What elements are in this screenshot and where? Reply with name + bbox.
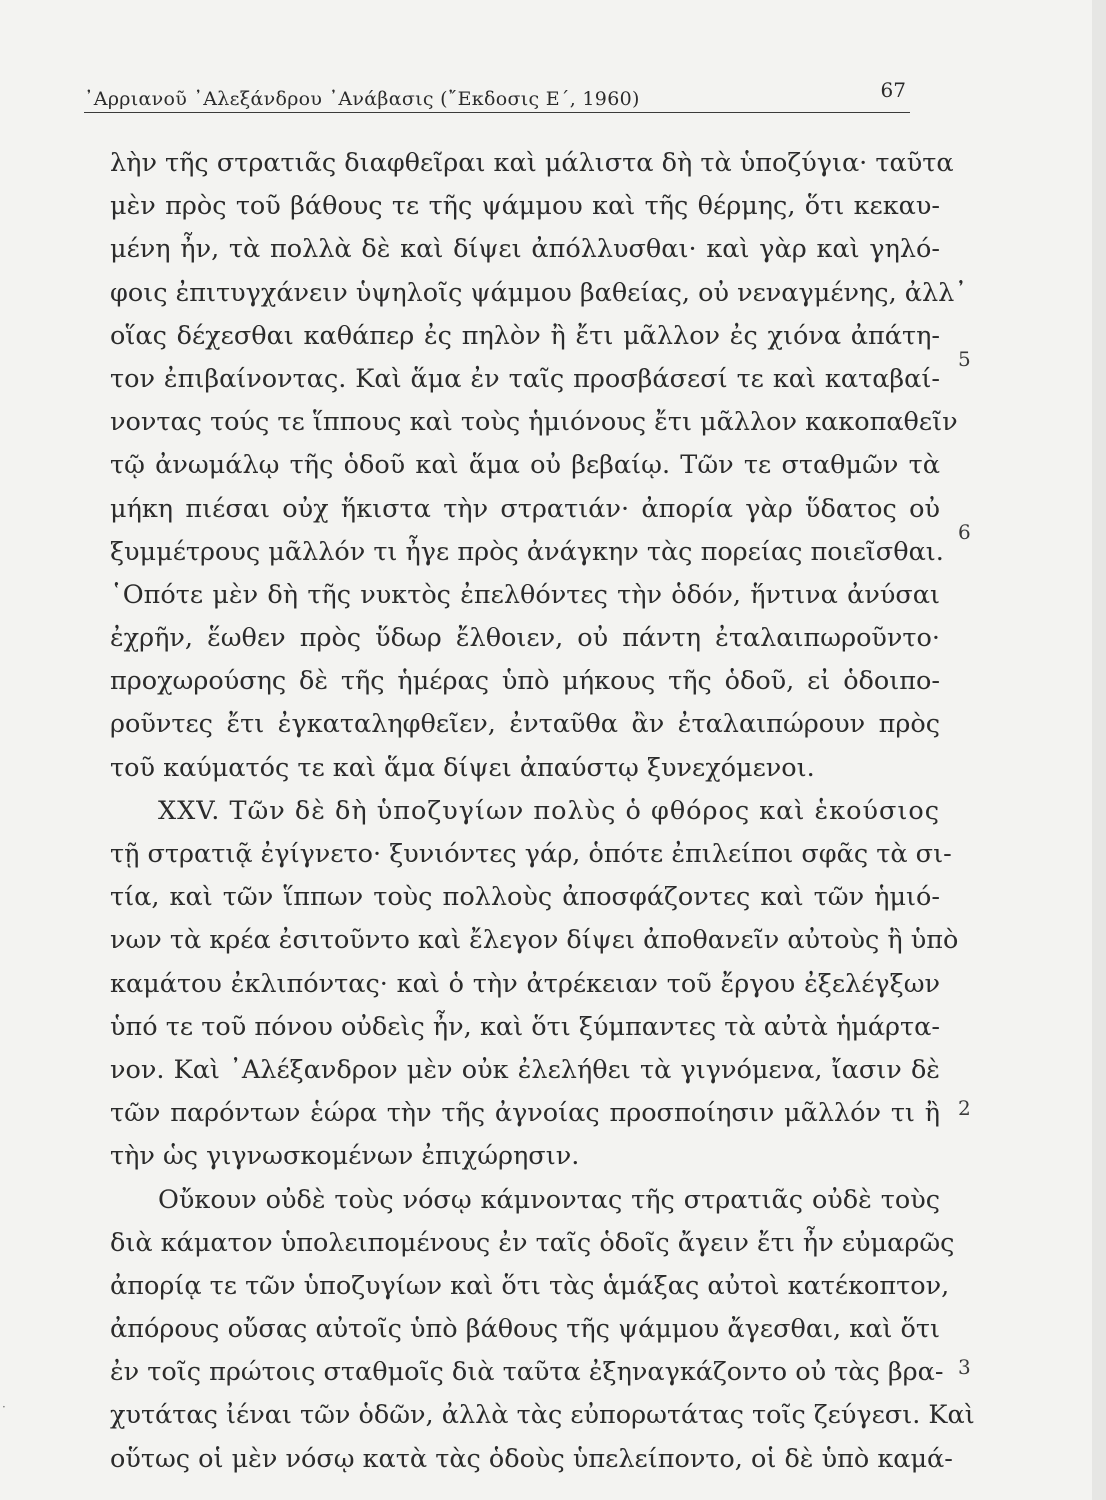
- text-line: ροῦντες ἔτι ἐγκαταληφθεῖεν, ἐνταῦθα ἂν ἐταλαιπώρουν πρὸς: [110, 709, 940, 740]
- text-line: νον. Καὶ ᾿Αλέξανδρον μὲν οὐκ ἐλελήθει τὰ γιγνόμενα, ἴασιν δὲ: [110, 1054, 940, 1085]
- text-line: τῷ ἀνωμάλῳ τῆς ὁδοῦ καὶ ἅμα οὐ βεβαίῳ. Τῶν τε σταθμῶν τὰ: [110, 450, 940, 481]
- text-line: οὕτως οἱ μὲν νόσῳ κατὰ τὰς ὁδοὺς ὑπελείποντο, οἱ δὲ ὑπὸ καμά-: [110, 1443, 953, 1474]
- margin-section-number: 3: [958, 1355, 971, 1379]
- margin-section-number: 5: [958, 347, 971, 371]
- scan-speck: ·: [2, 1400, 6, 1414]
- text-line: τοῦ καύματός τε καὶ ἅμα δίψει ἀπαύστῳ ξυνεχόμενοι.: [110, 752, 815, 783]
- text-line: διὰ κάματον ὑπολειπομένους ἐν ταῖς ὁδοῖς ἄγειν ἔτι ἦν εὐμαρῶς: [110, 1227, 955, 1258]
- margin-section-number: 2: [958, 1096, 971, 1120]
- page-number: 67: [880, 78, 906, 102]
- text-line: νων τὰ κρέα ἐσιτοῦντο καὶ ἔλεγον δίψει ἀποθανεῖν αὐτοὺς ἢ ὑπὸ: [110, 925, 959, 956]
- running-head: [84, 78, 910, 113]
- body-text: [110, 142, 975, 1481]
- text-line: καμάτου ἐκλιπόντας· καὶ ὁ τὴν ἀτρέκειαν τοῦ ἔργου ἐξελέγξων: [110, 968, 940, 999]
- paragraph-start-line: Οὔκουν οὐδὲ τοὺς νόσῳ κάμνοντας τῆς στρατιᾶς οὐδὲ τοὺς: [158, 1184, 940, 1215]
- chapter-heading-line: XXV. Τῶν δὲ δὴ ὑποζυγίων πολὺς ὁ φθόρος καὶ ἑκούσιος: [158, 795, 941, 826]
- page-edge-shadow: [1092, 0, 1106, 1500]
- text-line: ἀπορίᾳ τε τῶν ὑποζυγίων καὶ ὅτι τὰς ἁμάξας αὐτοὶ κατέκοπτον,: [110, 1270, 950, 1301]
- text-line: προχωρούσης δὲ τῆς ἡμέρας ὑπὸ μήκους τῆς ὁδοῦ, εἰ ὁδοιπο-: [110, 666, 940, 697]
- text-line: ξυμμέτρους μᾶλλόν τι ἦγε πρὸς ἀνάγκην τὰς πορείας ποιεῖσθαι.: [110, 536, 944, 567]
- text-line: φοις ἐπιτυγχάνειν ὑψηλοῖς ψάμμου βαθείας, οὐ νεναγμένης, ἀλλ᾿: [110, 277, 968, 308]
- text-line: τὴν ὡς γιγνωσκομένων ἐπιχώρησιν.: [110, 1141, 580, 1172]
- text-line: μένη ἦν, τὰ πολλὰ δὲ καὶ δίψει ἀπόλλυσθαι· καὶ γὰρ καὶ γηλό-: [110, 234, 940, 265]
- text-line: τία, καὶ τῶν ἵππων τοὺς πολλοὺς ἀποσφάζοντες καὶ τῶν ἡμιό-: [110, 882, 940, 913]
- text-line: λὴν τῆς στρατιᾶς διαφθεῖραι καὶ μάλιστα δὴ τὰ ὑποζύγια· ταῦτα: [110, 148, 954, 178]
- text-line: ἐν τοῖς πρώτοις σταθμοῖς διὰ ταῦτα ἐξηναγκάζοντο οὐ τὰς βρα-: [110, 1357, 944, 1388]
- text-line: ὑπό τε τοῦ πόνου οὐδεὶς ἦν, καὶ ὅτι ξύμπαντες τὰ αὐτὰ ἡμάρτα-: [110, 1011, 940, 1042]
- text-line: ἐχρῆν, ἕωθεν πρὸς ὕδωρ ἔλθοιεν, οὐ πάντη ἐταλαιπωροῦντο·: [110, 623, 940, 654]
- running-title: ᾿Αρριανοῦ ᾿Αλεξάνδρου ᾿Ανάβασις (῎Εκδοσις Ε΄, 1960): [84, 88, 640, 110]
- text-line: ῾Οπότε μὲν δὴ τῆς νυκτὸς ἐπελθόντες τὴν ὁδόν, ἥντινα ἀνύσαι: [110, 579, 940, 610]
- margin-section-number: 6: [958, 520, 971, 544]
- text-line: νοντας τούς τε ἵππους καὶ τοὺς ἡμιόνους ἔτι μᾶλλον κακοπαθεῖν: [110, 407, 958, 438]
- text-line: μήκη πιέσαι οὐχ ἥκιστα τὴν στρατιάν· ἀπορία γὰρ ὕδατος οὐ: [110, 493, 940, 524]
- text-line: τῇ στρατιᾷ ἐγίγνετο· ξυνιόντες γάρ, ὁπότε ἐπιλείποι σφᾶς τὰ σι-: [110, 839, 952, 869]
- text-line: ἀπόρους οὔσας αὐτοῖς ὑπὸ βάθους τῆς ψάμμου ἄγεσθαι, καὶ ὅτι: [110, 1314, 940, 1345]
- text-line: τον ἐπιβαίνοντας. Καὶ ἅμα ἐν ταῖς προσβάσεσί τε καὶ καταβαί-: [110, 363, 940, 394]
- text-line: τῶν παρόντων ἑώρα τὴν τῆς ἀγνοίας προσποίησιν μᾶλλόν τι ἢ: [110, 1098, 940, 1129]
- text-line: μὲν πρὸς τοῦ βάθους τε τῆς ψάμμου καὶ τῆς θέρμης, ὅτι κεκαυ-: [110, 191, 940, 222]
- text-line: οἵας δέχεσθαι καθάπερ ἐς πηλὸν ἢ ἔτι μᾶλλον ἐς χιόνα ἀπάτη-: [110, 320, 940, 351]
- text-line: χυτάτας ἰέναι τῶν ὁδῶν, ἀλλὰ τὰς εὐπορωτάτας τοῖς ζεύγεσι. Καὶ: [110, 1400, 975, 1431]
